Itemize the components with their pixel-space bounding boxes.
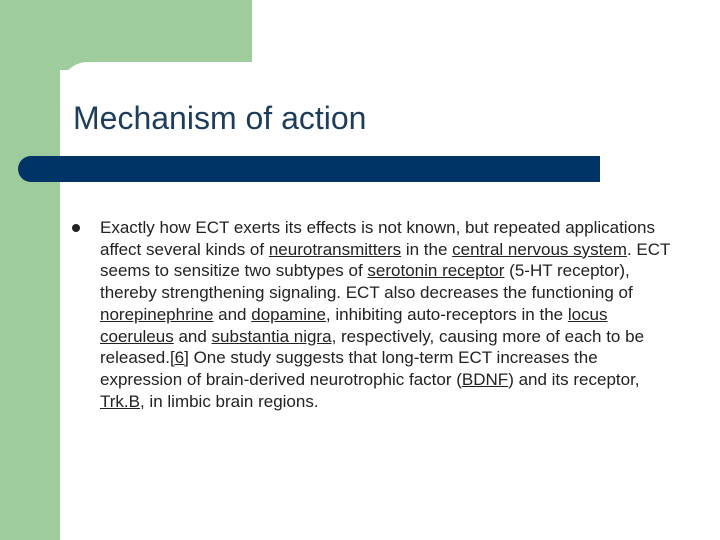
text-segment: , inhibiting auto-receptors in the bbox=[325, 304, 568, 324]
link-locus-coeruleus[interactable]: locus coeruleus bbox=[100, 304, 608, 346]
link-central-nervous-system[interactable]: central nervous system bbox=[452, 239, 627, 259]
link-dopamine[interactable]: dopamine bbox=[251, 304, 326, 324]
title-underline-bar bbox=[18, 156, 600, 182]
text-segment: . ECT seems to sensitize two subtypes of bbox=[100, 239, 671, 281]
text-segment: (5-HT receptor), thereby strengthening signaling. ECT also decreases the functioning of bbox=[100, 261, 633, 303]
text-segment: , in limbic brain regions. bbox=[139, 391, 319, 411]
green-left-strip bbox=[0, 0, 60, 540]
bullet-text bbox=[100, 217, 672, 412]
link-neurotransmitters[interactable]: neurotransmitters bbox=[268, 239, 402, 259]
text-segment: ) and its receptor, bbox=[508, 369, 640, 389]
slide-title: Mechanism of action bbox=[73, 100, 367, 136]
text-segment: Exactly how ECT exerts its effects is not known, but repeated applications affect several kinds of bbox=[100, 218, 655, 259]
link-bdnf[interactable]: BDNF bbox=[461, 369, 509, 389]
link-serotonin-receptor[interactable]: serotonin receptor bbox=[367, 261, 505, 281]
bullet-point bbox=[72, 224, 80, 232]
link-substantia-nigra[interactable]: substantia nigra bbox=[211, 326, 332, 346]
link-trkb[interactable]: Trk.B bbox=[100, 391, 140, 411]
text-segment: One study suggests that long-term ECT increases the expression of brain-derived neurotrophic factor ( bbox=[100, 348, 598, 389]
link-citation-6[interactable]: [6] bbox=[169, 348, 189, 368]
text-segment: and bbox=[213, 304, 252, 324]
text-segment: in the bbox=[401, 239, 453, 259]
link-norepinephrine[interactable]: norepinephrine bbox=[100, 304, 214, 324]
text-segment: , respectively, causing more of each to be released. bbox=[100, 326, 645, 368]
text-segment: and bbox=[173, 326, 212, 346]
